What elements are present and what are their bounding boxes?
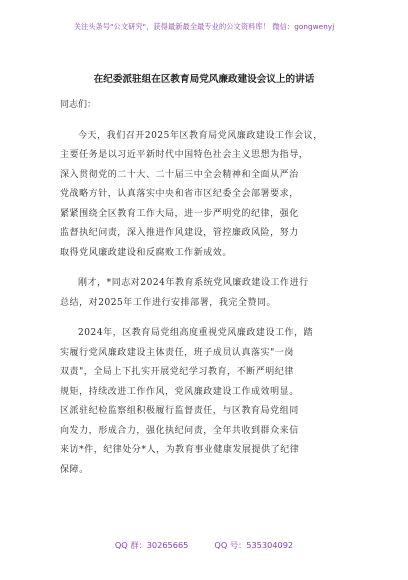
paragraph-line: 实履行党风廉政建设主体责任，班子成员认真落实"一岗	[60, 347, 294, 358]
paragraph-line: 监督执纪问责，深入推进作风建设，管控廉政风险，努力	[60, 228, 299, 238]
paragraph-line: 双责"，全局上下扎实开展党纪学习教育，不断严明纪律	[60, 367, 294, 377]
header-promo-note: 关注头条号"公文研究"，获得最新最全最专业的公文资料库！ 微信：gongwenyj	[73, 22, 335, 31]
paragraph-line: 来访*件，纪律处分*人，为教育事业健康发展提供了纪律	[60, 445, 300, 455]
paragraph-3	[60, 324, 362, 480]
paragraph-2	[60, 274, 362, 313]
paragraph-line: 党战略方针，认真落实中央和省市区纪委全会部署要求，	[60, 189, 299, 199]
salutation: 同志们：	[60, 100, 97, 110]
paragraph-1	[60, 127, 362, 264]
document-title: 在纪委派驻组在区教育局党风廉政建设会议上的讲话	[93, 74, 315, 85]
paragraph-line: 总结，对2025年工作进行安排部署，我完全赞同。	[60, 297, 277, 308]
footer-qq-number: QQ 号：535304092	[214, 540, 294, 550]
document-body	[60, 96, 362, 491]
paragraph-line: 刚才，*同志对2024年教育系统党风廉政建设工作进行	[78, 278, 309, 288]
paragraph-line: 取得党风廉政建设和反腐败工作新成效。	[60, 247, 232, 258]
paragraph-line: 主要任务是以习近平新时代中国特色社会主义思想为指导，	[60, 150, 309, 160]
paragraph-line: 向发力，形成合力，强化执纪问责，全年共收到群众来信	[60, 425, 299, 436]
paragraph-line: 深入贯彻党的二十大、二十届三中全会精神和全面从严治	[60, 169, 299, 180]
paragraph-line: 紧紧围绕全区教育工作大局，进一步严明党的纪律，强化	[60, 208, 299, 219]
paragraph-line: 保障。	[60, 464, 89, 475]
footer-qq-group: QQ 群：30265665	[114, 540, 189, 550]
paragraph-line: 今天，我们召开2025年区教育局党风廉政建设工作会议，	[78, 130, 323, 141]
paragraph-line: 2024年，区教育局党组高度重视党风廉政建设工作，踏	[78, 328, 314, 338]
paragraph-line: 区派驻纪检监察组积极履行监督责任，与区教育局党组同	[60, 406, 299, 416]
footer-contact	[0, 540, 408, 551]
paragraph-line: 规矩，持续改进工作作风，党风廉政建设工作成效明显。	[60, 386, 299, 397]
